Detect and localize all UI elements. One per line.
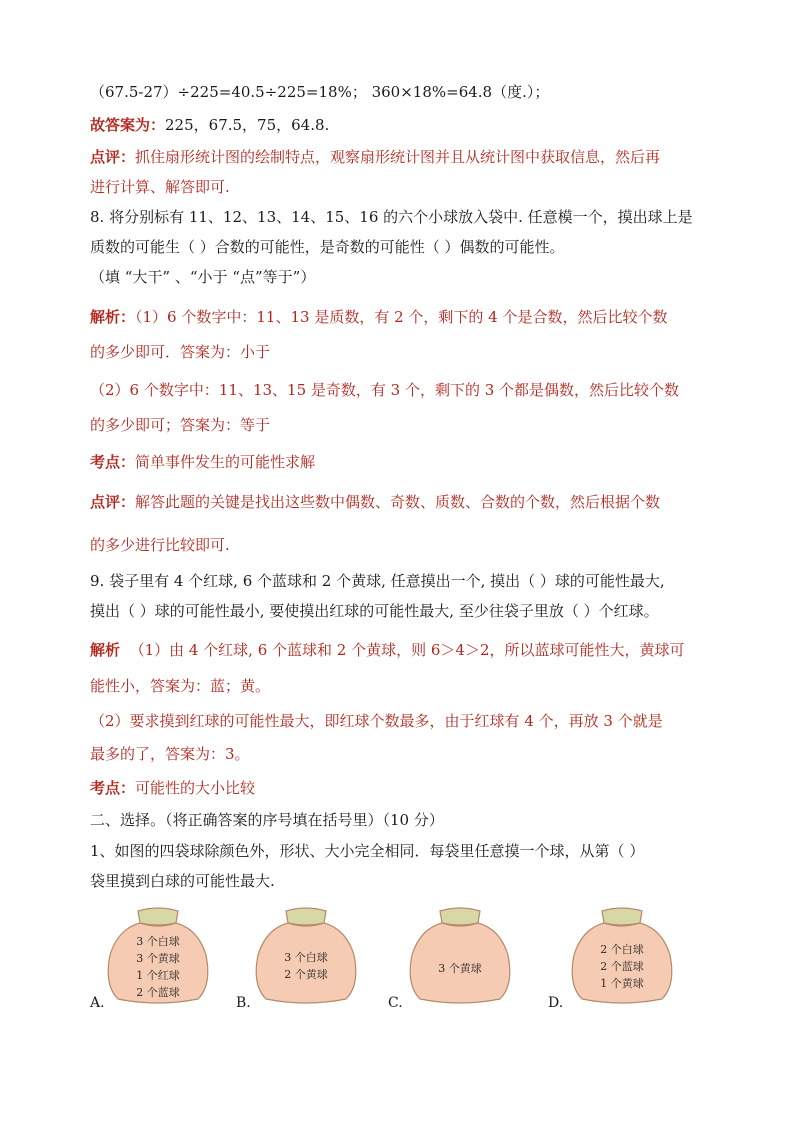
option-a-label: A.	[90, 995, 105, 1011]
question-8-line-1: 8. 将分别标有 11、12、13、14、15、16 的六个小球放入袋中. 任意模一个，摸出球上是	[90, 208, 693, 226]
calc-line: （67.5-27）÷225=40.5÷225=18%； 360×18%=64.8（度.）；	[90, 83, 550, 101]
answer-label: 故答案为：	[90, 116, 166, 134]
review-8-line-1	[90, 492, 660, 512]
bag-c-contents	[400, 960, 520, 977]
analysis-8-line-1	[90, 307, 667, 327]
answer-text: 225，67.5，75，64.8.	[165, 116, 330, 134]
comment-line	[90, 147, 660, 167]
bag-d	[562, 905, 682, 1005]
analysis-9-line-3: （2）要求摸到红球的可能性最大，即红球个数最多，由于红球有 4 个，再放 3 个就是	[90, 712, 663, 730]
analysis-9-line-1	[90, 640, 685, 660]
bag-d-line: 1 个黄球	[600, 977, 644, 990]
point-label: 考点：	[90, 453, 136, 471]
bag-a-line: 2 个蓝球	[136, 986, 180, 999]
review-8-line-2: 的多少进行比较即可.	[90, 536, 230, 554]
review-8-text: 解答此题的关键是找出这些数中偶数、奇数、质数、合数的个数，然后根据个数	[135, 493, 661, 511]
analysis-9-line-4: 最多的了，答案为：3。	[90, 745, 250, 763]
bag-d-line: 2 个蓝球	[600, 960, 644, 973]
bag-b-contents	[246, 949, 366, 983]
analysis-9-label: 解析	[90, 641, 121, 659]
answer-line	[90, 115, 329, 135]
bag-d-line: 2 个白球	[600, 943, 644, 956]
comment-text: 抓住扇形统计图的绘制特点，观察扇形统计图并且从统计图中获取信息，然后再	[135, 148, 661, 166]
analysis-label: 解析：	[90, 308, 136, 326]
analysis-9-text: （1）由 4 个红球, 6 个蓝球和 2 个黄球，则 6＞4＞2，所以蓝球可能性大，黄球可	[129, 641, 685, 659]
comment-label: 点评：	[90, 148, 136, 166]
analysis-9-line-2: 能性小，答案为：蓝；黄。	[90, 677, 271, 695]
question-9-line-2: 摸出（ ）球的可能性最小, 要使摸出红球的可能性最大, 至少往袋子里放（ ）个红球。	[90, 602, 659, 620]
bag-d-contents	[562, 941, 682, 992]
point-8-text: 简单事件发生的可能性求解	[135, 453, 316, 471]
bag-c-line: 3 个黄球	[438, 962, 482, 975]
question-8-hint: （填 “大干” 、“小于 “点”等于”）	[90, 268, 316, 286]
option-c-label: C.	[388, 995, 403, 1011]
bag-a-contents	[98, 933, 218, 1001]
point-8-line	[90, 452, 315, 472]
bag-a-line: 1 个红球	[136, 969, 180, 982]
bag-b-line: 3 个白球	[284, 951, 328, 964]
bag-b	[246, 905, 366, 1005]
bag-a	[98, 905, 218, 1005]
review-label: 点评：	[90, 493, 136, 511]
analysis-8-line-3: （2）6 个数字中：11、13、15 是奇数，有 3 个，剩下的 3 个都是偶数，然后比较个数	[90, 381, 680, 399]
section-2-heading: 二、选择。（将正确答案的序号填在括号里）（10 分）	[90, 811, 444, 829]
point-9-text: 可能性的大小比较	[135, 779, 256, 797]
choice-1-line-1: 1、如图的四袋球除颜色外，形状、大小完全相同．每袋里任意摸一个球，从第（ ）	[90, 842, 645, 860]
analysis-8-line-2: 的多少即可．答案为：小于	[90, 343, 271, 361]
bag-a-line: 3 个白球	[136, 935, 180, 948]
bag-a-line: 3 个黄球	[136, 952, 180, 965]
option-b-label: B.	[236, 995, 251, 1011]
point-9-line	[90, 778, 255, 798]
analysis-8-line-4: 的多少即可；答案为：等于	[90, 416, 271, 434]
point-9-label: 考点：	[90, 779, 136, 797]
analysis-8-text: （1）6 个数字中：11、13 是质数，有 2 个，剩下的 4 个是合数，然后比较个数	[135, 308, 668, 326]
choice-1-line-2: 袋里摸到白球的可能性最大.	[90, 872, 275, 890]
question-8-line-2: 质数的可能生（ ）合数的可能性，是奇数的可能性（ ）偶数的可能性。	[90, 238, 565, 256]
comment-line-2: 进行计算、解答即可.	[90, 178, 230, 196]
bag-c	[400, 905, 520, 1005]
option-d-label: D.	[548, 995, 564, 1011]
question-9-line-1: 9. 袋子里有 4 个红球, 6 个蓝球和 2 个黄球, 任意摸出一个, 摸出（ ）球的可能性最大,	[90, 572, 665, 590]
bag-b-line: 2 个黄球	[284, 968, 328, 981]
bag-c-illustration	[400, 905, 520, 1005]
